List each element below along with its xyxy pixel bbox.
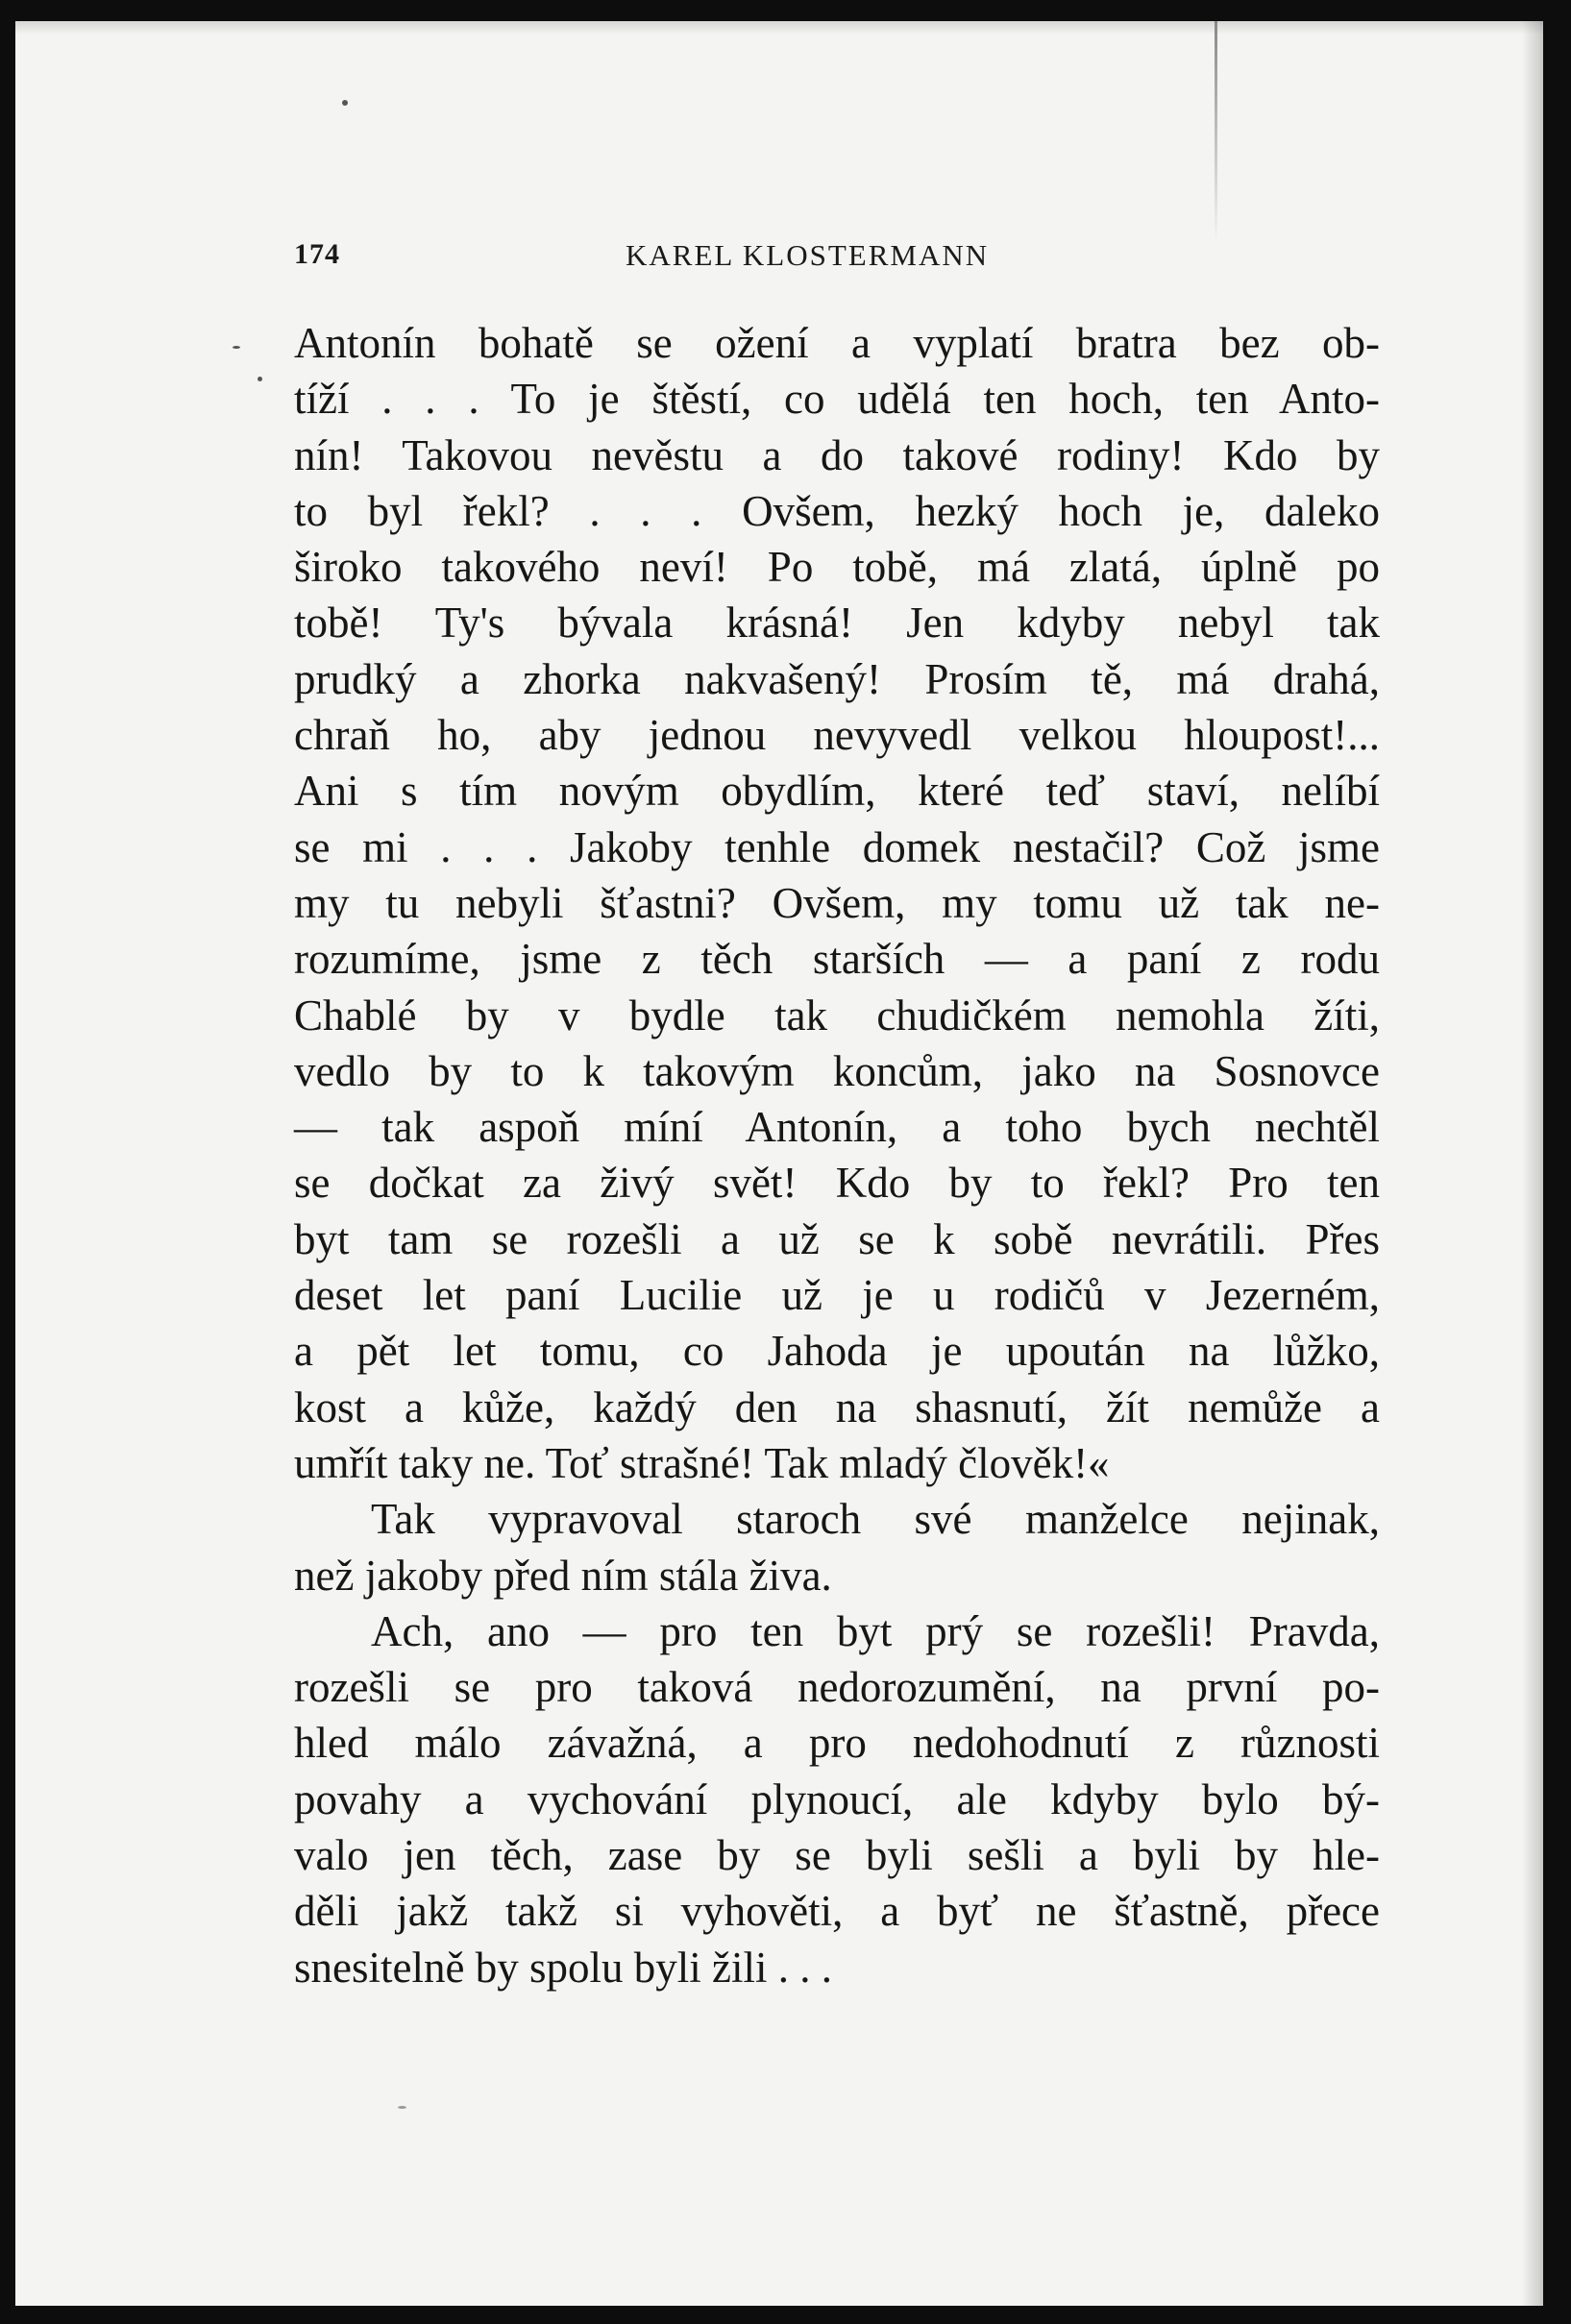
text-line: — tak aspoň míní Antonín, a toho bych nechtěl: [294, 1103, 1380, 1152]
text-line: to byl řekl? . . . Ovšem, hezký hoch je, daleko: [294, 486, 1380, 535]
paper-speck: [342, 100, 348, 106]
paper-speck: [258, 377, 262, 381]
body-text: [294, 315, 1380, 1995]
text-line: kost a kůže, každý den na shasnutí, žít nemůže a: [294, 1382, 1380, 1431]
text-line: hled málo závažná, a pro nedohodnutí z různosti: [294, 1719, 1380, 1768]
text-line: tíží . . . To je štěstí, co udělá ten hoch, ten Anto-: [294, 375, 1380, 424]
text-line: rozešli se pro taková nedorozumění, na první po-: [294, 1663, 1380, 1712]
text-line: děli jakž takž si vyhověti, a byť ne šťastně, přece: [294, 1887, 1380, 1936]
text-line: deset let paní Lucilie už je u rodičů v Jezerném,: [294, 1271, 1380, 1320]
text-line: chraň ho, aby jednou nevyvedl velkou hloupost!...: [294, 711, 1380, 760]
running-head: KAREL KLOSTERMANN: [626, 238, 990, 272]
text-line: než jakoby před ním stála živa.: [294, 1551, 832, 1600]
page-fold-mark: [1215, 21, 1217, 242]
paper-speck: [233, 346, 240, 349]
text-line: Antonín bohatě se ožení a vyplatí bratra bez ob-: [294, 319, 1380, 367]
text-line: široko takového neví! Po tobě, má zlatá, úplně po: [294, 543, 1380, 592]
text-line: umřít taky ne. Toť strašné! Tak mladý člověk!«: [294, 1438, 1110, 1487]
text-line: vedlo by to k takovým koncům, jako na Sosnovce: [294, 1046, 1380, 1095]
text-line: byt tam se rozešli a už se k sobě nevrátili. Přes: [294, 1214, 1380, 1263]
text-line: rozumíme, jsme z těch starších — a paní z rodu: [294, 935, 1380, 984]
text-line: se dočkat za živý svět! Kdo by to řekl? Pro ten: [294, 1159, 1380, 1208]
page-edge-shadow: [1522, 21, 1543, 2306]
text-line: a pět let tomu, co Jahoda je upoután na lůžko,: [294, 1327, 1380, 1376]
text-line: Ani s tím novým obydlím, které teď staví, nelíbí: [294, 767, 1380, 816]
text-line: se mi . . . Jakoby tenhle domek nestačil? Což jsme: [294, 822, 1380, 871]
text-line: Ach, ano — pro ten byt prý se rozešli! Pravda,: [371, 1606, 1380, 1655]
page-header: [294, 238, 1053, 286]
text-line: snesitelně by spolu byli žili . . .: [294, 1943, 832, 1992]
text-line: my tu nebyli šťastni? Ovšem, my tomu už tak ne-: [294, 878, 1380, 927]
text-line: Tak vypravoval staroch své manželce nejinak,: [371, 1495, 1380, 1544]
text-line: Chablé by v bydle tak chudičkém nemohla žíti,: [294, 991, 1380, 1040]
text-line: tobě! Ty's bývala krásná! Jen kdyby nebyl tak: [294, 599, 1380, 648]
text-line: prudký a zhorka nakvašený! Prosím tě, má drahá,: [294, 654, 1380, 703]
text-line: valo jen těch, zase by se byli sešli a byli by hle-: [294, 1831, 1380, 1880]
text-line: povahy a vychování plynoucí, ale kdyby bylo bý-: [294, 1774, 1380, 1823]
page-top-edge: [15, 21, 1543, 35]
paper-speck: [398, 2106, 406, 2109]
page-number: 174: [294, 238, 340, 270]
text-line: nín! Takovou nevěstu a do takové rodiny! Kdo by: [294, 430, 1380, 479]
